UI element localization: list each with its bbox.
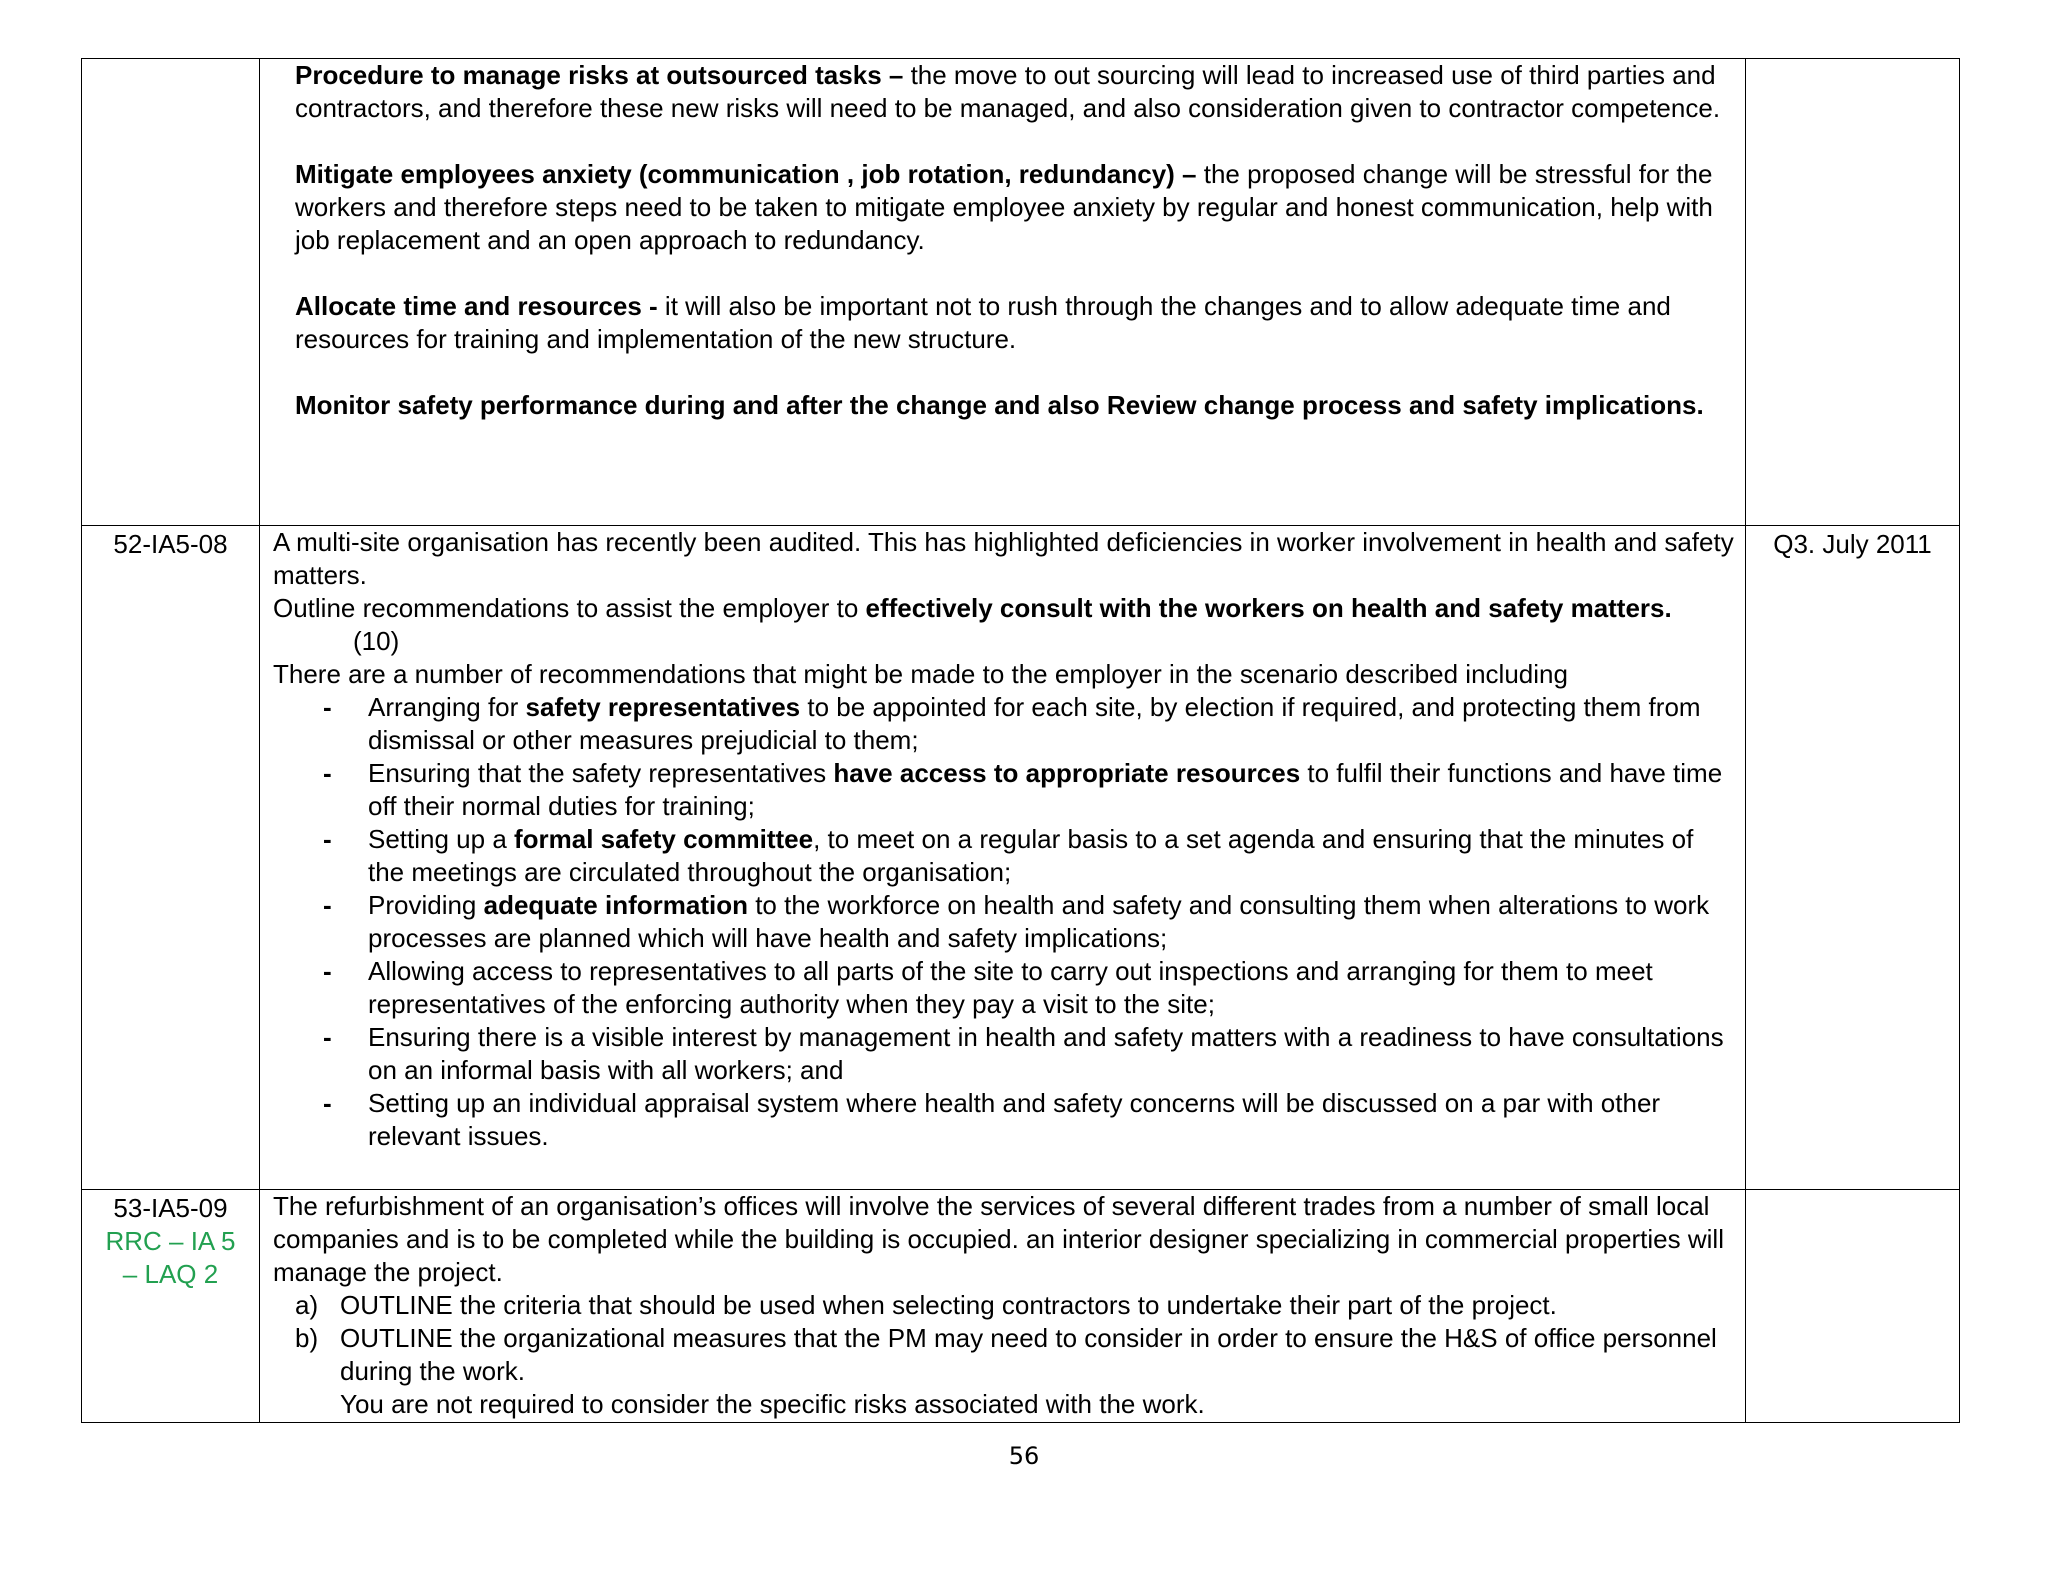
date-cell [1746, 59, 1960, 526]
table-row [82, 526, 1960, 1190]
answer-block [273, 59, 1735, 422]
question-note: You are not required to consider the specific risks associated with the work. [340, 1389, 1205, 1419]
question-intro: The refurbishment of an organisation’s offices will involve the services of several different trades from a number of small local companies and is to be completed while the building is occupied. an interior designer specializing in commercial properties will manage the project. [273, 1191, 1724, 1287]
ref-cell [82, 526, 260, 1190]
answer-paragraph: Allocate time and resources - it will also be important not to rush through the changes and to allow adequate time and resources for training and implementation of the new structure. [295, 291, 1671, 354]
table-row [82, 59, 1960, 526]
answer-cell [260, 526, 1746, 1190]
date-cell [1746, 526, 1960, 1190]
page-number: 56 [1008, 1442, 1040, 1470]
question-marks: (10) [353, 626, 400, 656]
list-item: - Setting up an individual appraisal system where health and safety concerns will be discussed on a par with other relevant issues. [323, 1087, 1735, 1153]
list-item: - Allowing access to representatives to all parts of the site to carry out inspections and arranging for them to meet representatives of the enforcing authority when they pay a visit to the site; [323, 955, 1735, 1021]
question-intro: A multi-site organisation has recently been audited. This has highlighted deficiencies in worker involvement in health and safety matters. [273, 527, 1734, 590]
answer-cell [260, 1190, 1746, 1423]
answer-intro: There are a number of recommendations that might be made to the employer in the scenario described including [273, 659, 1568, 689]
list-item: - Ensuring that the safety representatives have access to appropriate resources to fulfil their functions and have time off their normal duties for training; [323, 757, 1735, 823]
ref-cell [82, 1190, 260, 1423]
answer-paragraph: Monitor safety performance during and after the change and also Review change process and safety implications. [295, 390, 1704, 420]
date-cell [1746, 1190, 1960, 1423]
exam-date: Q3. July 2011 [1773, 529, 1932, 559]
list-item: - Setting up a formal safety committee, to meet on a regular basis to a set agenda and ensuring that the minutes of the meetings are circulated throughout the organisation; [323, 823, 1735, 889]
question-ref: 53-IA5-09 [113, 1193, 228, 1223]
list-item: - Providing adequate information to the workforce on health and safety and consulting them when alterations to work processes are planned which will have health and safety implications; [323, 889, 1735, 955]
list-item: b) OUTLINE the organizational measures that the PM may need to consider in order to ensure the H&S of office personnel during the work. [295, 1323, 1717, 1386]
answer-paragraph: Mitigate employees anxiety (communication , job rotation, redundancy) – the proposed change will be stressful for the workers and therefore steps need to be taken to mitigate employee anxiety by regular and honest communication, help with job replacement and an open approach to redundancy. [295, 159, 1713, 255]
list-item: - Arranging for safety representatives to be appointed for each site, by election if required, and protecting them from dismissal or other measures prejudicial to them; [323, 691, 1735, 757]
list-item: a) OUTLINE the criteria that should be used when selecting contractors to undertake their part of the project. [295, 1290, 1557, 1320]
question-text: Outline recommendations to assist the employer to effectively consult with the workers on health and safety matters.(10) [273, 593, 1672, 656]
question-ref: 52-IA5-08 [113, 529, 228, 559]
list-item: - Ensuring there is a visible interest by management in health and safety matters with a readiness to have consultations on an informal basis with all workers; and [323, 1021, 1735, 1087]
question-table [81, 58, 1960, 1423]
ref-cell [82, 59, 260, 526]
ref-tag: RRC – IA 5 – LAQ 2 [105, 1226, 236, 1289]
question-parts [273, 1289, 1735, 1388]
recommendation-list [273, 691, 1735, 1153]
answer-cell [260, 59, 1746, 526]
table-row [82, 1190, 1960, 1423]
answer-paragraph: Procedure to manage risks at outsourced tasks – the move to out sourcing will lead to increased use of third parties and contractors, and therefore these new risks will need to be managed, and also consideration given to contractor competence. [295, 60, 1721, 123]
